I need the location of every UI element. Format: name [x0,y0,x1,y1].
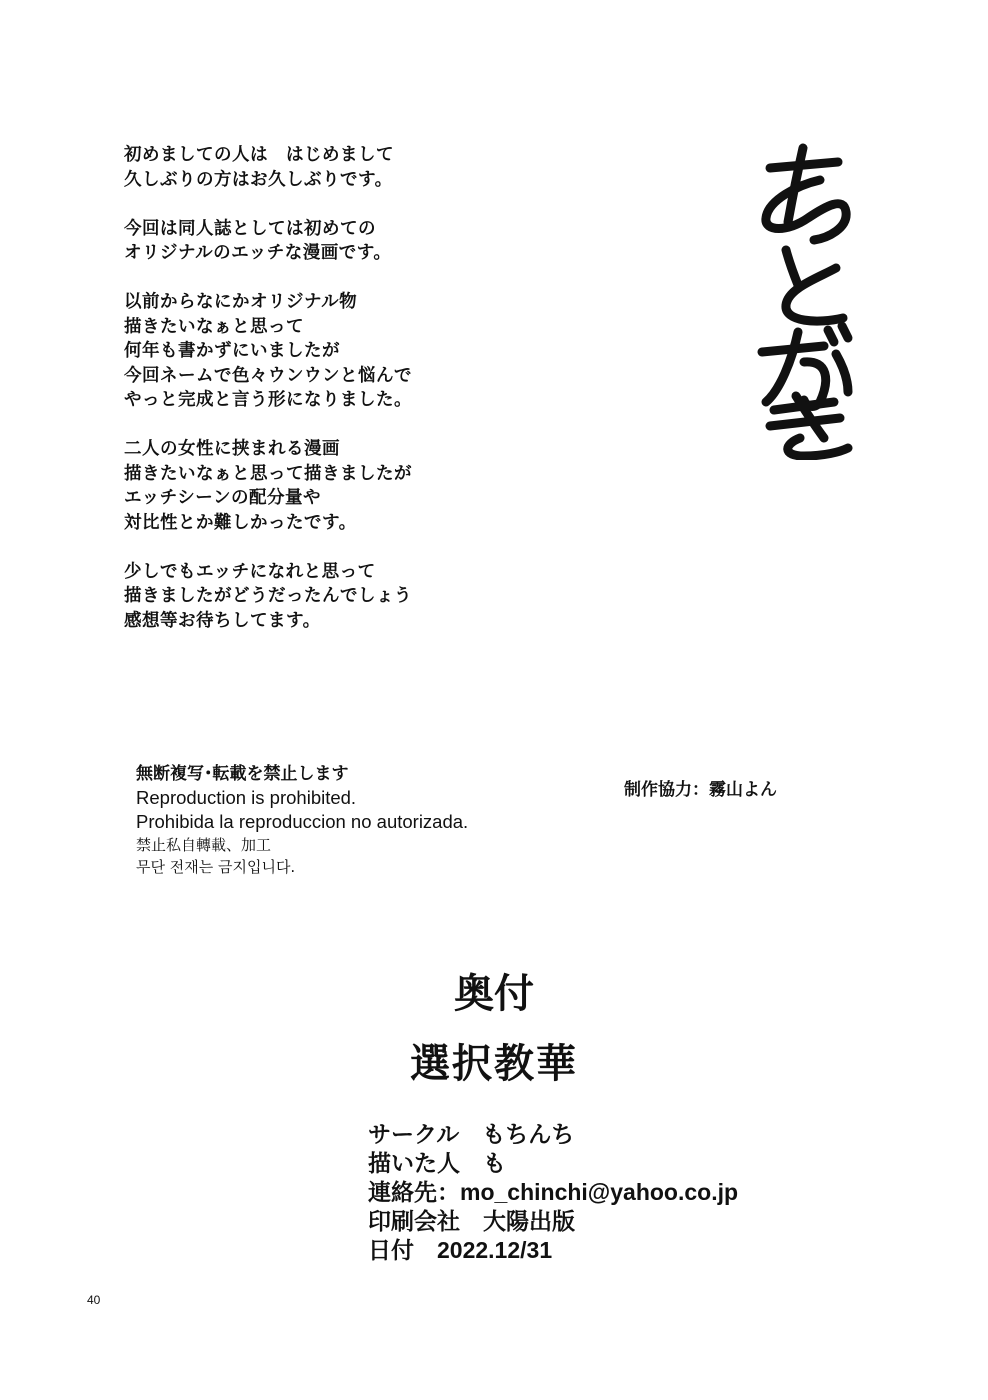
author-row: 描いた人 も [368,1150,506,1176]
afterword-paragraph [124,290,724,413]
printer-row: 印刷会社 大陽出版 [368,1208,575,1234]
lettering-a [766,148,846,240]
lettering-ga [762,326,848,406]
afterword-title-lettering [748,140,858,460]
afterword-text [124,143,724,658]
afterword-line: 感想等お待ちしてます。 [124,610,321,631]
copyright-notice [136,762,556,878]
production-credit: 制作協力：霧山よん [624,780,777,800]
colophon-details [368,1120,738,1265]
colophon-heading: 奥付 [454,970,534,1017]
afterword-line: 描きたいなぁと思って [124,316,304,337]
page-number: 40 [87,1293,101,1307]
notice-spanish: Prohibida la reproduccion no autorizada. [136,811,469,832]
afterword-line: エッチシーンの配分量や [124,488,321,508]
afterword-paragraph [124,143,724,192]
circle-row: サークル もちんち [368,1121,575,1147]
contact-row: 連絡先：mo_chinchi@yahoo.co.jp [368,1179,739,1205]
lettering-to [786,250,843,321]
afterword-line: 描きたいなぁと思って描きましたが [124,463,412,484]
afterword-line: 今回は同人誌としては初めての [124,218,376,239]
afterword-paragraph [124,560,724,634]
afterword-line: 対比性とか難しかったです。 [124,512,357,533]
afterword-line: 以前からなにかオリジナル物 [124,292,358,312]
afterword-line: 初めましての人は はじめまして [124,145,394,165]
afterword-line: 描きましたがどうだったんでしょう [124,586,412,606]
notice-chinese: 禁止私自轉載、加工 [136,836,272,854]
afterword-line: 何年も書かずにいましたが [124,341,340,361]
afterword-line: オリジナルのエッチな漫画です。 [124,243,392,263]
date-row: 日付 2022.12/31 [368,1237,553,1263]
afterword-paragraph [124,217,724,266]
notice-korean: 무단 전재는 금지입니다. [136,858,296,876]
afterword-line: 少しでもエッチになれと思って [124,561,376,582]
afterword-line: 今回ネームで色々ウンウンと悩んで [124,365,412,386]
book-title: 選択教華 [410,1040,578,1087]
notice-japanese: 無断複写･転載を禁止します [136,764,349,784]
afterword-line: 二人の女性に挟まれる漫画 [124,439,340,459]
afterword-paragraph [124,437,724,535]
afterword-line: 久しぶりの方はお久しぶりです。 [124,169,393,190]
afterword-line: やっと完成と言う形になりました。 [124,390,412,410]
notice-english: Reproduction is prohibited. [136,787,357,808]
lettering-ki [770,396,848,456]
